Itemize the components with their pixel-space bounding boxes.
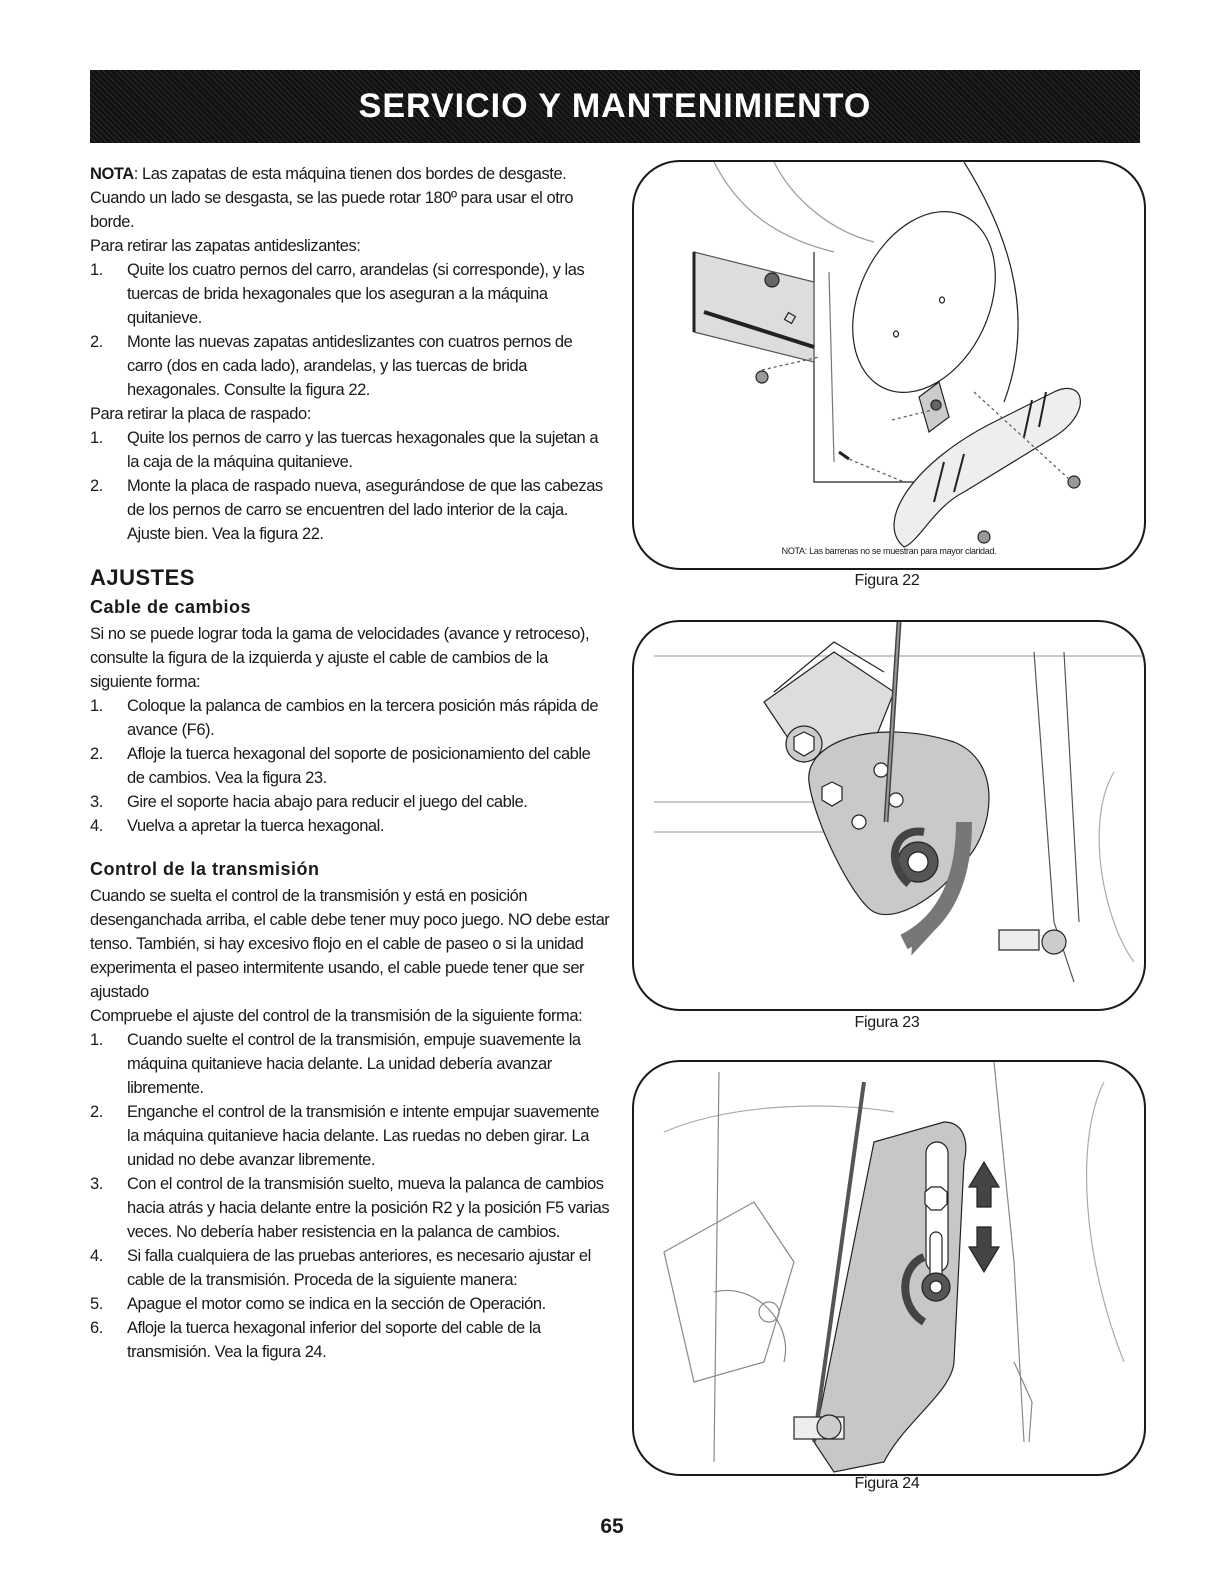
page-number: 65 — [600, 1515, 624, 1538]
step-number: 4. — [90, 817, 103, 835]
list-item — [90, 1244, 610, 1292]
list-item — [90, 474, 610, 546]
figure-22-caption: Figura 22 — [854, 572, 920, 589]
figure-22-frame — [632, 160, 1146, 570]
step-number: 3. — [90, 1175, 103, 1193]
list-item — [90, 790, 610, 814]
figure-23-frame — [632, 620, 1146, 1011]
control-heading: Control de la transmisión — [90, 859, 320, 879]
page-title: SERVICIO Y MANTENIMIENTO — [358, 87, 872, 125]
step-text: Cuando suelte el control de la transmisión, empuje suavemente la máquina quitanieve hacia delante. La unidad debería avanzar libremente. — [127, 1031, 581, 1097]
figure-23-caption: Figura 23 — [854, 1014, 920, 1031]
placa-steps — [90, 426, 610, 546]
figure-24-frame — [632, 1060, 1146, 1476]
drive-cable-illustration — [634, 1062, 1144, 1474]
step-text: Enganche el control de la transmisión e intente empujar suavemente la máquina quitanieve hacia delante. Las ruedas no deben girar. La unidad no debe avanzar libremente. — [127, 1103, 600, 1169]
step-text: Con el control de la transmisión suelto, mueva la palanca de cambios hacia atrás y hacia delante entre la posición R2 y la posición F5 varias veces. No debería haber resistencia en la palanca de cambios. — [127, 1175, 610, 1241]
cable-heading: Cable de cambios — [90, 597, 252, 617]
step-text: Apague el motor como se indica en la sección de Operación. — [127, 1295, 546, 1313]
list-item — [90, 742, 610, 790]
step-text: Si falla cualquiera de las pruebas anteriores, es necesario ajustar el cable de la transmisión. Proceda de la siguiente manera: — [127, 1247, 591, 1289]
step-number: 2. — [90, 745, 103, 763]
list-item — [90, 1100, 610, 1172]
control-steps — [90, 1028, 610, 1364]
zapatas-intro: Para retirar las zapatas antideslizantes: — [90, 237, 361, 255]
shift-cable-illustration — [634, 622, 1144, 1009]
step-number: 1. — [90, 1031, 103, 1049]
list-item — [90, 426, 610, 474]
skid-shoe-illustration — [634, 162, 1144, 568]
list-item — [90, 1316, 610, 1364]
list-item — [90, 330, 610, 402]
step-number: 2. — [90, 477, 103, 495]
figure-24-caption: Figura 24 — [854, 1475, 920, 1492]
list-item — [90, 1028, 610, 1100]
cable-steps — [90, 694, 610, 838]
note-text: : Las zapatas de esta máquina tienen dos bordes de desgaste. Cuando un lado se desgasta, se las puede rotar 180º para usar el otro borde. — [90, 165, 574, 231]
list-item — [90, 694, 610, 742]
step-number: 5. — [90, 1295, 103, 1313]
step-number: 1. — [90, 261, 103, 279]
control-intro-2: Compruebe el ajuste del control de la transmisión de la siguiente forma: — [90, 1007, 583, 1025]
note-label: NOTA — [90, 165, 134, 183]
main-text-column — [90, 162, 610, 1364]
step-number: 1. — [90, 697, 103, 715]
step-number: 2. — [90, 1103, 103, 1121]
step-text: Monte la placa de raspado nueva, asegurándose de que las cabezas de los pernos de carro se encuentren del lado interior de la caja. Ajuste bien. Vea la figura 22. — [127, 477, 603, 543]
step-text: Afloje la tuerca hexagonal inferior del soporte del cable de la transmisión. Vea la figura 24. — [127, 1319, 541, 1361]
note-paragraph — [90, 162, 610, 234]
step-number: 4. — [90, 1247, 103, 1265]
list-item — [90, 1292, 610, 1316]
step-text: Coloque la palanca de cambios en la tercera posición más rápida de avance (F6). — [127, 697, 599, 739]
step-text: Gire el soporte hacia abajo para reducir el juego del cable. — [127, 793, 528, 811]
step-number: 3. — [90, 793, 103, 811]
list-item — [90, 1172, 610, 1244]
control-intro: Cuando se suelta el control de la transmisión y está en posición desenganchada arriba, el cable debe tener muy poco juego. NO debe estar tenso. También, si hay excesivo flojo en el cable de paseo o si la unidad experimenta el paseo intermitente usando, el cable puede tener que ser ajustado — [90, 887, 610, 1001]
section-banner — [90, 70, 1140, 143]
step-text: Vuelva a apretar la tuerca hexagonal. — [127, 817, 385, 835]
ajustes-heading: AJUSTES — [90, 565, 195, 590]
zapatas-steps — [90, 258, 610, 402]
list-item — [90, 258, 610, 330]
placa-intro: Para retirar la placa de raspado: — [90, 405, 311, 423]
step-number: 1. — [90, 429, 103, 447]
step-text: Quite los pernos de carro y las tuercas hexagonales que la sujetan a la caja de la máquina quitanieve. — [127, 429, 599, 471]
cable-intro: Si no se puede lograr toda la gama de velocidades (avance y retroceso), consulte la figura de la izquierda y ajuste el cable de cambios de la siguiente forma: — [90, 625, 590, 691]
step-number: 2. — [90, 333, 103, 351]
step-text: Monte las nuevas zapatas antideslizantes con cuatros pernos de carro (dos en cada lado), arandelas, y las tuercas de brida hexagonales. Consulte la figura 22. — [127, 333, 573, 399]
step-text: Afloje la tuerca hexagonal del soporte de posicionamiento del cable de cambios. Vea la figura 23. — [127, 745, 591, 787]
list-item — [90, 814, 610, 838]
step-text: Quite los cuatro pernos del carro, arandelas (si corresponde), y las tuercas de brida hexagonales que los aseguran a la máquina quitanieve. — [127, 261, 585, 327]
figure-22-note: NOTA: Las barrenas no se muestran para mayor claridad. — [781, 546, 997, 556]
step-number: 6. — [90, 1319, 103, 1337]
